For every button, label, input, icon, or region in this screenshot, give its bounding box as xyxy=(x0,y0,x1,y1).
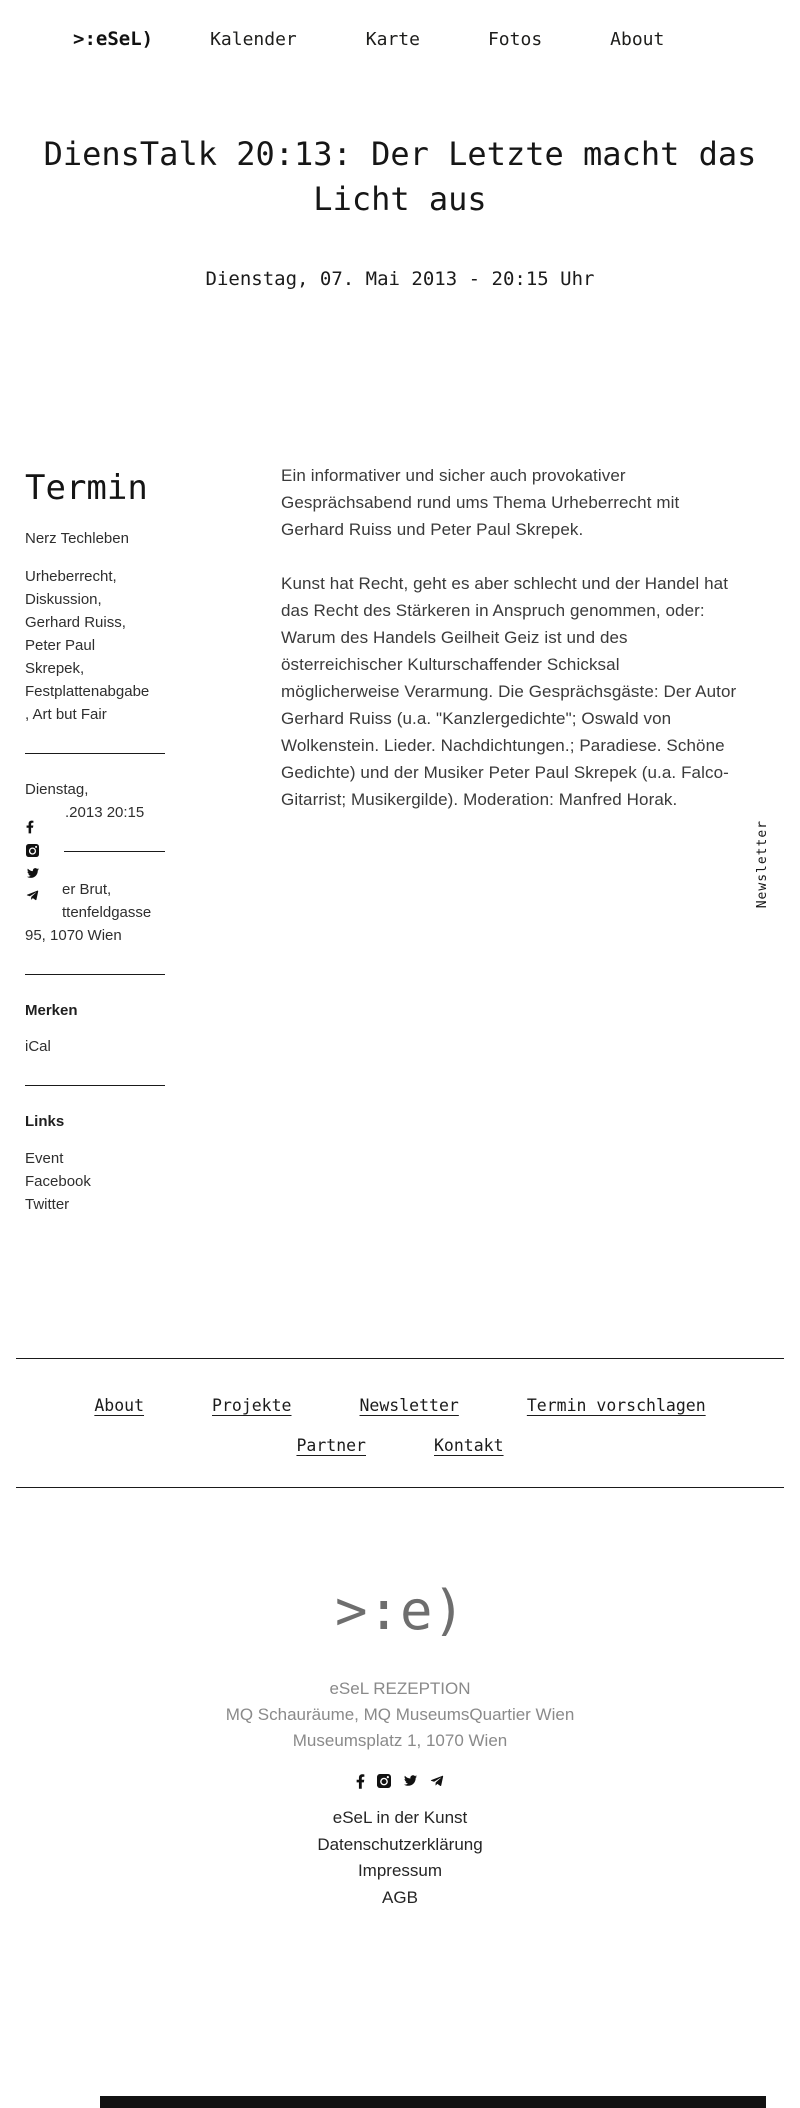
venue-line: 95, 1070 Wien xyxy=(25,927,122,944)
nav-item-kalender[interactable]: Kalender xyxy=(210,29,297,50)
share-rail xyxy=(20,818,46,906)
tag-link[interactable]: Festplattenabgabe xyxy=(25,683,150,700)
footer-link-agb[interactable]: AGB xyxy=(382,1887,418,1907)
footer-social-icons xyxy=(0,1774,800,1789)
event-description xyxy=(281,462,781,813)
instagram-icon[interactable] xyxy=(377,1774,391,1788)
paragraph xyxy=(281,462,781,543)
organizer-link[interactable]: Nerz Techleben xyxy=(25,530,129,547)
bottom-bar xyxy=(100,2096,766,2108)
ical-link[interactable]: iCal xyxy=(25,1038,51,1055)
tag-list xyxy=(25,565,165,726)
divider xyxy=(16,1487,784,1488)
event-sidebar xyxy=(25,468,165,1216)
text-line: Warum des Handels Geilheit Geiz ist und des xyxy=(281,628,628,647)
footer-nav-row xyxy=(0,1434,800,1457)
telegram-icon[interactable] xyxy=(430,1774,444,1788)
venue-line: ttenfeldgasse xyxy=(62,904,152,921)
nav-item-about[interactable]: About xyxy=(610,29,665,50)
venue-address-block xyxy=(25,878,165,947)
tag-link[interactable]: Urheberrecht, xyxy=(25,568,117,585)
footer-nav xyxy=(0,1394,800,1457)
tag-link[interactable]: Diskussion, xyxy=(25,591,102,608)
footer-link-impressum[interactable]: Impressum xyxy=(357,1861,443,1880)
twitter-link[interactable]: Twitter xyxy=(25,1196,70,1213)
footer-nav-partner[interactable]: Partner xyxy=(296,1436,366,1455)
merken-heading: Merken xyxy=(25,1002,78,1019)
footer-nav-kontakt[interactable]: Kontakt xyxy=(434,1436,504,1455)
telegram-icon[interactable] xyxy=(26,889,39,902)
footer-link-esel-in-der-kunst[interactable]: eSeL in der Kunst xyxy=(332,1808,468,1827)
nav-item-karte[interactable]: Karte xyxy=(365,29,420,50)
nav-item-fotos[interactable]: Fotos xyxy=(487,29,543,50)
footer-org: eSeL REZEPTION xyxy=(329,1679,471,1698)
footer-links xyxy=(0,1805,800,1911)
text-line: Gerhard Ruiss (u.a. "Kanzlergedichte"; Oswald von xyxy=(281,709,672,728)
event-link[interactable]: Event xyxy=(25,1150,64,1167)
top-nav xyxy=(73,27,664,52)
event-datetime: Dienstag, 07. Mai 2013 - 20:15 Uhr xyxy=(205,268,595,290)
footer-link-datenschutz[interactable]: Datenschutzerklärung xyxy=(317,1834,483,1854)
facebook-icon[interactable] xyxy=(26,820,34,834)
newsletter-tab[interactable]: Newsletter xyxy=(755,820,770,909)
sidebar-heading: Termin xyxy=(25,468,148,508)
text-line: Ein informativer und sicher auch provokativer xyxy=(281,466,626,485)
text-line: Kunst hat Recht, geht es aber schlecht und der Handel hat xyxy=(281,574,729,593)
divider xyxy=(64,851,165,852)
event-date-block xyxy=(25,778,165,824)
divider xyxy=(25,974,165,975)
site-footer xyxy=(0,1576,800,1911)
tag-link[interactable]: Gerhard Ruiss, xyxy=(25,614,126,631)
tag-link[interactable]: Skrepek, xyxy=(25,660,85,677)
text-line: Gedichte) und der Musiker Peter Paul Skrepek (u.a. Falco- xyxy=(281,763,729,782)
text-line: möglicherweise Verarmung. Die Gesprächsgäste: Der Autor xyxy=(281,682,737,701)
event-date-line: Dienstag, xyxy=(25,781,89,798)
tag-link[interactable]: Peter Paul xyxy=(25,637,96,654)
footer-logo[interactable]: >:e) xyxy=(334,1579,466,1642)
footer-nav-termin-vorschlagen[interactable]: Termin vorschlagen xyxy=(526,1396,706,1415)
text-line: österreichischer Kulturschaffender Schicksal xyxy=(281,655,620,674)
footer-address-line: MQ Schauräume, MQ MuseumsQuartier Wien xyxy=(225,1705,575,1724)
twitter-icon[interactable] xyxy=(26,867,40,879)
tag-link[interactable]: , Art but Fair xyxy=(25,706,107,723)
text-line: Gitarrist; Musikergilde). Moderation: Manfred Horak. xyxy=(281,790,678,809)
text-line: Gerhard Ruiss und Peter Paul Skrepek. xyxy=(281,520,584,539)
text-line: Gesprächsabend rund ums Thema Urheberrecht mit xyxy=(281,493,680,512)
footer-nav-row xyxy=(0,1394,800,1417)
esel-logo[interactable]: >:eSeL) xyxy=(73,28,154,50)
page-title: DiensTalk 20:13: Der Letzte macht das Licht aus xyxy=(43,135,757,218)
text-line: das Recht des Stärkeren in Anspruch genommen, oder: xyxy=(281,601,705,620)
divider xyxy=(25,1085,165,1086)
links-heading: Links xyxy=(25,1113,65,1130)
facebook-link[interactable]: Facebook xyxy=(25,1173,91,1190)
footer-nav-projekte[interactable]: Projekte xyxy=(212,1396,292,1415)
footer-nav-newsletter[interactable]: Newsletter xyxy=(359,1396,459,1415)
divider xyxy=(25,753,165,754)
external-links xyxy=(25,1147,165,1216)
text-line: Wolkenstein. Lieder. Nachdichtungen.; Paradiese. Schöne xyxy=(281,736,725,755)
event-date-line: .2013 20:15 xyxy=(65,804,145,821)
footer-nav-about[interactable]: About xyxy=(94,1396,145,1415)
paragraph xyxy=(281,570,781,813)
venue-line: er Brut, xyxy=(62,881,112,898)
twitter-icon[interactable] xyxy=(403,1774,418,1787)
facebook-icon[interactable] xyxy=(356,1774,365,1789)
footer-address-line: Museumsplatz 1, 1070 Wien xyxy=(292,1731,508,1750)
instagram-icon[interactable] xyxy=(26,844,39,857)
divider xyxy=(16,1358,784,1359)
